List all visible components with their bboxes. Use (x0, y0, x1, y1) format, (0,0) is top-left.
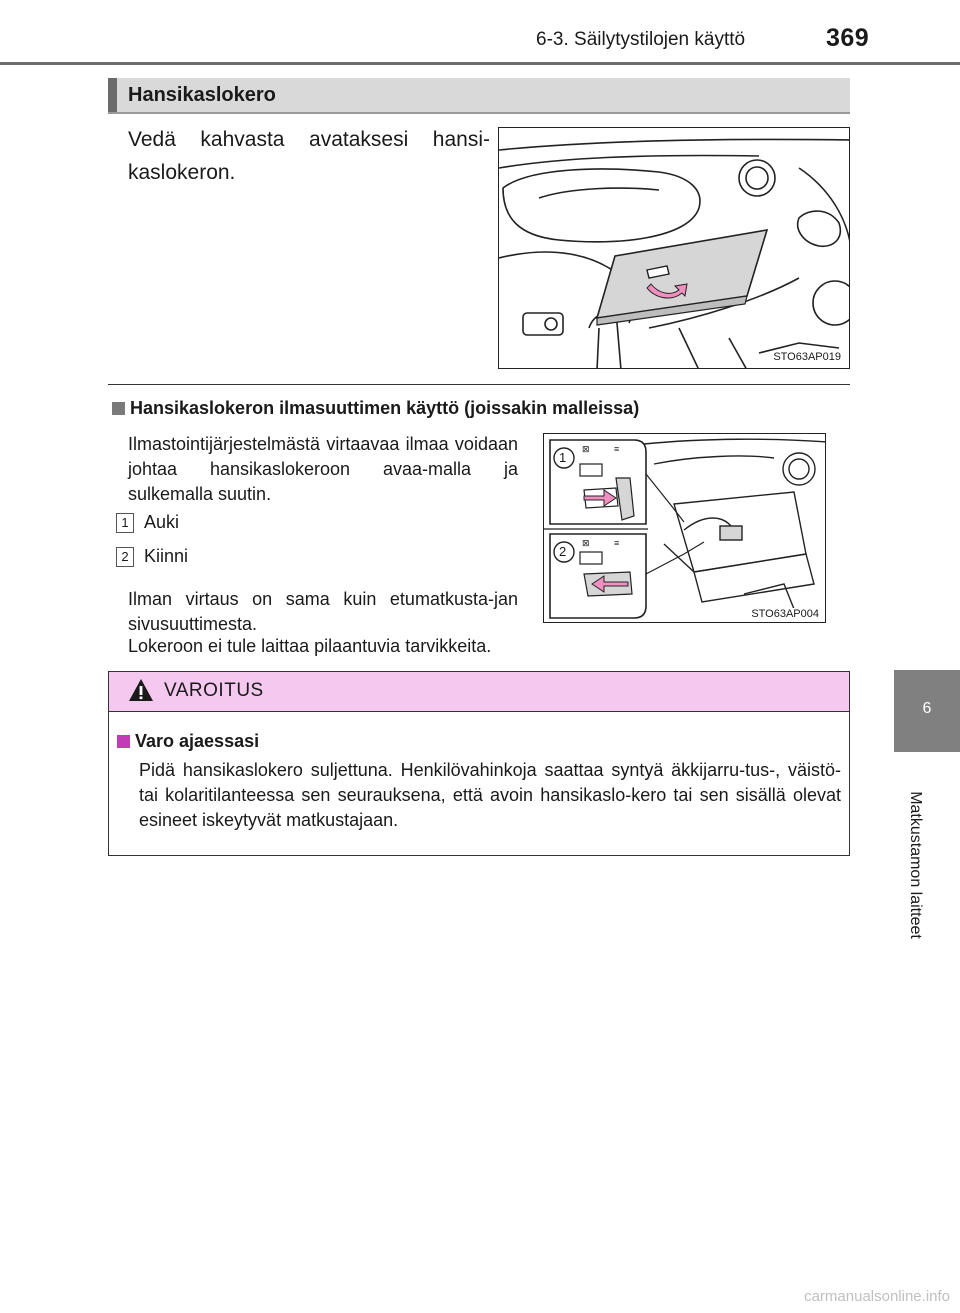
figure-glovebox-vent (543, 433, 826, 623)
header-rule (0, 62, 960, 65)
warning-title: VAROITUS (164, 680, 264, 701)
chapter-number: 6 (922, 700, 932, 717)
square-bullet-icon (112, 402, 125, 415)
running-header-section: 6-3. Säilytystilojen käyttö (536, 29, 746, 50)
section-heading-accent (108, 78, 117, 112)
dashboard-illustration (499, 128, 850, 369)
svg-text:≡: ≡ (614, 538, 620, 548)
subsection-rule (108, 384, 850, 385)
list-item (116, 546, 188, 567)
paragraph: Lokeroon ei tule laittaa pilaantuvia tarvikkeita. (128, 636, 492, 656)
section-heading: Hansikaslokero (128, 84, 276, 106)
chapter-tab (894, 670, 960, 752)
watermark: carmanualsonline.info (804, 1288, 950, 1305)
paragraph: Ilman virtaus on sama kuin etumatkusta-jan sivusuuttimesta. (128, 589, 518, 634)
chapter-title: Matkustamon laitteet (907, 791, 924, 939)
callout-number: 2 (559, 544, 567, 559)
paragraph: Ilmastointijärjestelmästä virtaavaa ilmaa voidaan johtaa hansikaslokeroon avaa-malla ja sulkemalla suutin. (128, 434, 518, 504)
subsection-heading (112, 398, 639, 419)
figure-glovebox-handle (498, 127, 850, 369)
warning-box (108, 671, 850, 856)
figure-code: STO63AP019 (773, 351, 841, 363)
warning-triangle-icon (127, 677, 155, 703)
warning-text: Pidä hansikaslokero suljettuna. Henkilövahinkoja saattaa syntyä äkkijarru-tus-, väistö- tai kolaritilanteessa sen seurauksena, että avoin hansikaslo-kero tai sen sisällä olevat esineet iskeytyvät matkustajaan. (139, 760, 841, 830)
item-number: 2 (116, 547, 134, 567)
item-number: 1 (116, 513, 134, 533)
figure-code: STO63AP004 (751, 608, 819, 620)
item-label: Kiinni (144, 546, 189, 566)
chapter-title-vertical (880, 760, 950, 970)
svg-text:⊠: ⊠ (582, 444, 590, 454)
section-heading-bar (108, 78, 850, 114)
warning-header (109, 672, 849, 712)
warning-subheading (117, 731, 259, 752)
intro-text: Vedä kahvasta avataksesi hansi-kaslokeron. (128, 128, 490, 184)
item-label: Auki (144, 512, 180, 532)
subsection-heading-text: Hansikaslokeron ilmasuuttimen käyttö (joissakin malleissa) (130, 398, 640, 418)
list-item (116, 512, 179, 533)
vent-illustration (544, 434, 826, 623)
square-bullet-icon (117, 735, 130, 748)
svg-text:⊠: ⊠ (582, 538, 590, 548)
warning-subheading-text: Varo ajaessasi (135, 731, 260, 751)
callout-number: 1 (559, 450, 567, 465)
svg-text:≡: ≡ (614, 444, 620, 454)
page-number: 369 (826, 24, 870, 52)
